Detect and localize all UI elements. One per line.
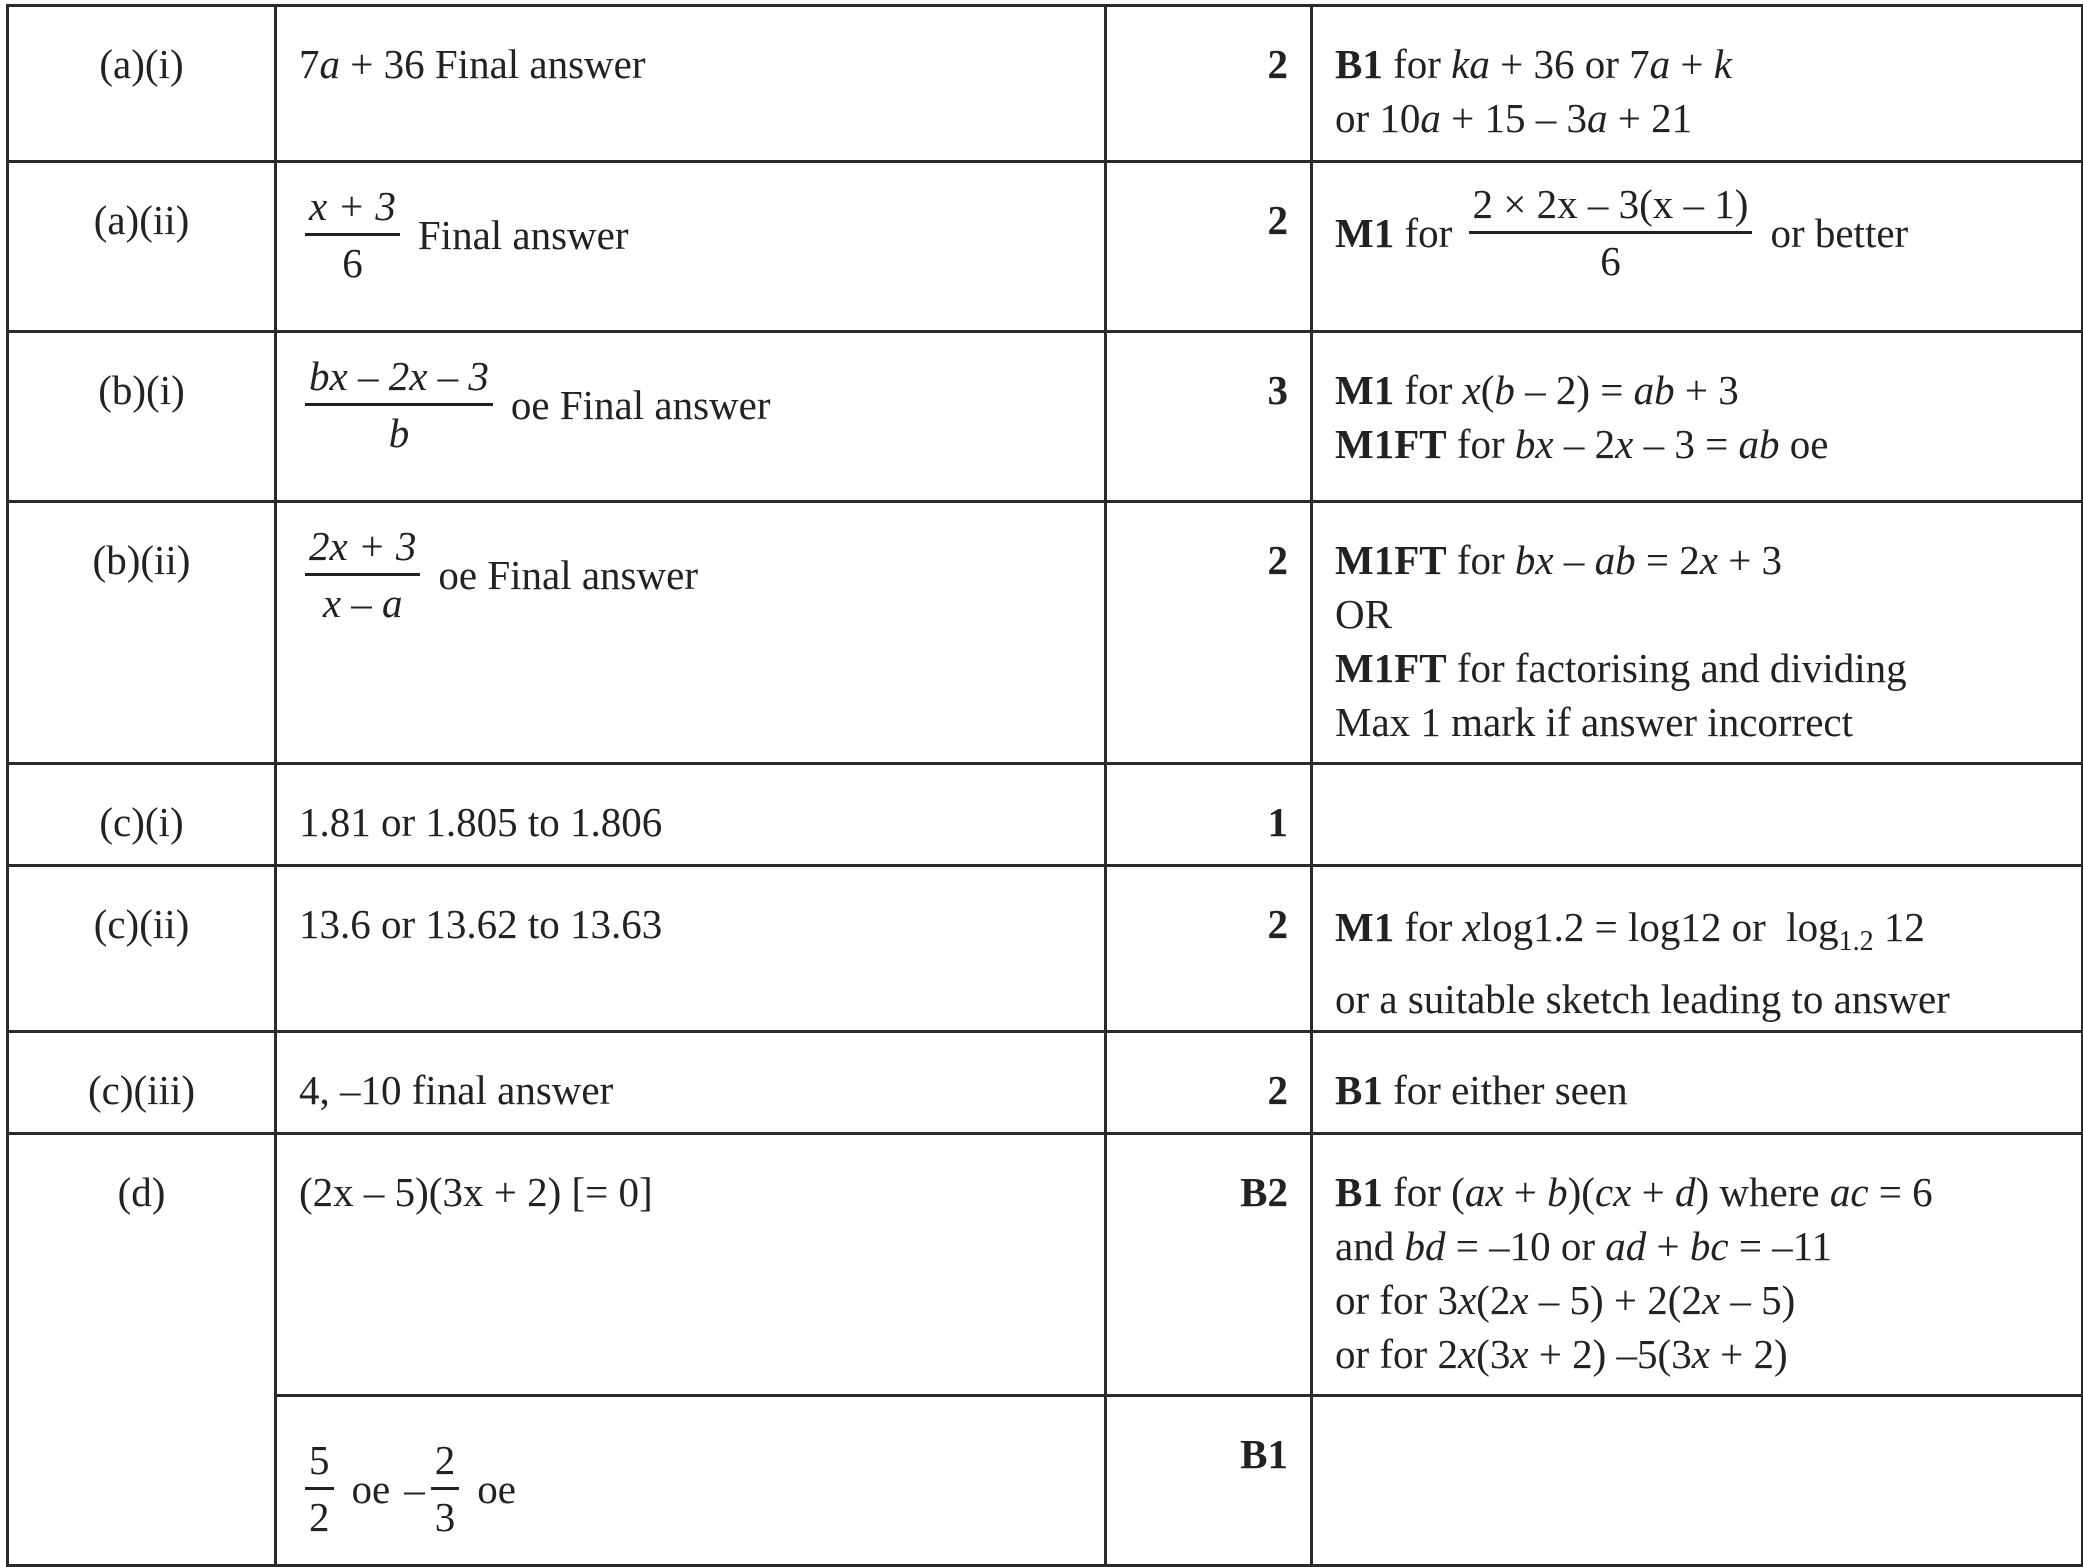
guidance-cell: B1 for ka + 36 or 7a + k or 10a + 15 – 3a + 21 — [1312, 6, 2083, 162]
guidance-cell — [1312, 1396, 2083, 1566]
answer-cell: $\frac{bx - 2x - 3}{b}$ oe Final answer — [276, 332, 1106, 502]
part-label: (a)(ii) — [8, 162, 276, 332]
fraction: $\frac{2x + 3}{x - a}$ — [305, 521, 420, 628]
table-row — [8, 6, 2083, 162]
guidance-cell: M1FT for bx – ab = 2x + 3 OR M1FT for factorising and dividing Max 1 mark if answer incorrect — [1312, 502, 2083, 764]
guidance-cell: M1 for xlog1.2 = log12 or $\log_{1.2} 12$ or a suitable sketch leading to answer — [1312, 866, 2083, 1032]
mark-cell: 2 — [1106, 162, 1312, 332]
guidance-cell: B1 for either seen — [1312, 1032, 2083, 1134]
fraction: $\frac{2 \times 2x - 3(x - 1)}{6}$ — [1469, 179, 1753, 286]
mark-cell: 2 — [1106, 1032, 1312, 1134]
part-label: (c)(ii) — [8, 866, 276, 1032]
mark-cell: B2 — [1106, 1134, 1312, 1396]
table-row — [8, 502, 2083, 764]
mark-cell: 1 — [1106, 764, 1312, 866]
part-label: (c)(iii) — [8, 1032, 276, 1134]
answer-cell: $\frac{x + 3}{6}$ Final answer — [276, 162, 1106, 332]
part-label: (d) — [8, 1134, 276, 1566]
mark-scheme-table — [6, 4, 2083, 1567]
mark-cell: 2 — [1106, 502, 1312, 764]
table-row — [8, 162, 2083, 332]
answer-cell: (2x – 5)(3x + 2) [= 0] — [276, 1134, 1106, 1396]
answer-cell: $\frac{2x + 3}{x - a}$ oe Final answer — [276, 502, 1106, 764]
part-label: (b)(ii) — [8, 502, 276, 764]
answer-cell: 1.81 or 1.805 to 1.806 — [276, 764, 1106, 866]
answer-cell: 7a + 36 Final answer — [276, 6, 1106, 162]
table-row — [8, 1134, 2083, 1396]
table-row — [8, 1396, 2083, 1566]
mark-cell: B1 — [1106, 1396, 1312, 1566]
guidance-cell: M1 for x(b – 2) = ab + 3 M1FT for bx – 2x – 3 = ab oe — [1312, 332, 2083, 502]
answer-cell: $\frac{5}{2}$ oe – $\frac{2}{3}$ oe — [276, 1396, 1106, 1566]
guidance-cell: M1 for $\frac{2 \times 2x - 3(x - 1)}{6}$ or better — [1312, 162, 2083, 332]
mark-cell: 2 — [1106, 866, 1312, 1032]
fraction: $\frac{2}{3}$ — [431, 1435, 460, 1542]
fraction: $\frac{x + 3}{6}$ — [305, 181, 400, 288]
guidance-cell — [1312, 764, 2083, 866]
mark-cell: 3 — [1106, 332, 1312, 502]
fraction: $\frac{bx - 2x - 3}{b}$ — [305, 351, 493, 458]
guidance-cell: B1 for (ax + b)(cx + d) where ac = 6 and bd = –10 or ad + bc = –11 or for 3x(2x – 5) + 2(2x – 5) or for 2x(3x + 2) –5(3x + 2) — [1312, 1134, 2083, 1396]
fraction: $\frac{5}{2}$ — [305, 1435, 334, 1542]
table-row — [8, 866, 2083, 1032]
part-label: (a)(i) — [8, 6, 276, 162]
answer-cell: 4, –10 final answer — [276, 1032, 1106, 1134]
table-row — [8, 332, 2083, 502]
table-row — [8, 1032, 2083, 1134]
table-row — [8, 764, 2083, 866]
answer-cell: 13.6 or 13.62 to 13.63 — [276, 866, 1106, 1032]
part-label: (c)(i) — [8, 764, 276, 866]
mark-cell: 2 — [1106, 6, 1312, 162]
part-label: (b)(i) — [8, 332, 276, 502]
